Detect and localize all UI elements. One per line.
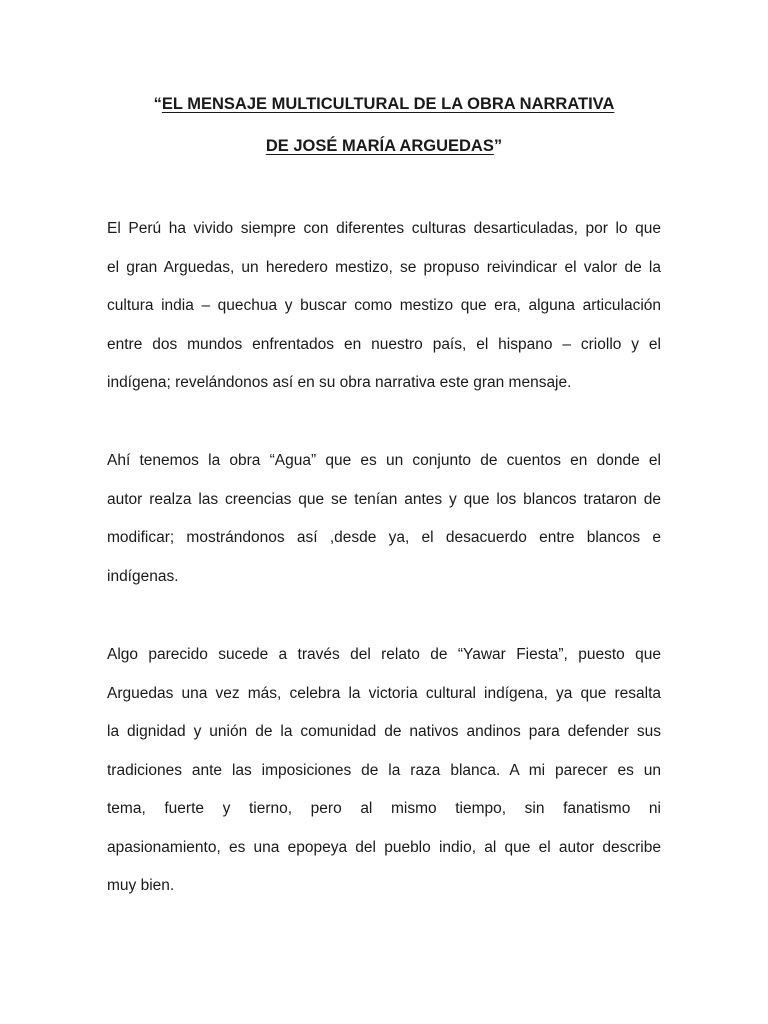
paragraph-line: Ahí tenemos la obra “Agua” que es un conjunto de cuentos en donde el [107,452,661,469]
paragraph-line: apasionamiento, es una epopeya del pueblo indio, al que el autor describe [107,838,661,856]
document-title-line-2 [0,135,768,157]
document-title-line-1 [0,93,768,115]
paragraph-line: la dignidad y unión de la comunidad de nativos andinos para defender sus [107,723,661,740]
paragraph-line: indígenas. [107,567,179,585]
paragraph-line: Algo parecido sucede a través del relato de “Yawar Fiesta”, puesto que [107,646,661,663]
title-close-quote: ” [493,137,503,155]
paragraph-line: tradiciones ante las imposiciones de la raza blanca. A mi parecer es un [107,761,661,779]
paragraph-line: tema, fuerte y tierno, pero al mismo tiempo, sin fanatismo ni [107,800,661,817]
paragraph-line: indígena; revelándonos así en su obra narrativa este gran mensaje. [107,374,572,391]
paragraph-3 [107,645,661,915]
paragraph-line: el gran Arguedas, un heredero mestizo, se propuso reivindicar el valor de la [107,258,661,276]
title-open-quote: “ [153,95,162,113]
paragraph-line: muy bien. [107,877,175,894]
paragraph-line: modificar; mostrándonos así ,desde ya, el desacuerdo entre blancos e [107,529,661,546]
title-text-line-2: DE JOSÉ MARÍA ARGUEDAS [265,137,494,155]
paragraph-1 [107,219,661,412]
paragraph-line: entre dos mundos enfrentados en nuestro país, el hispano – criollo y el [107,335,661,353]
paragraph-line: cultura india – quechua y buscar como mestizo que era, alguna articulación [107,297,661,314]
paragraph-line: autor realza las creencias que se tenían antes y que los blancos trataron de [107,490,661,508]
paragraph-line: Arguedas una vez más, celebra la victoria cultural indígena, ya que resalta [107,684,661,702]
title-text-line-1: EL MENSAJE MULTICULTURAL DE LA OBRA NARRATIVA [161,95,615,113]
paragraph-2 [107,451,661,605]
paragraph-line: El Perú ha vivido siempre con diferentes culturas desarticuladas, por lo que [107,220,661,237]
